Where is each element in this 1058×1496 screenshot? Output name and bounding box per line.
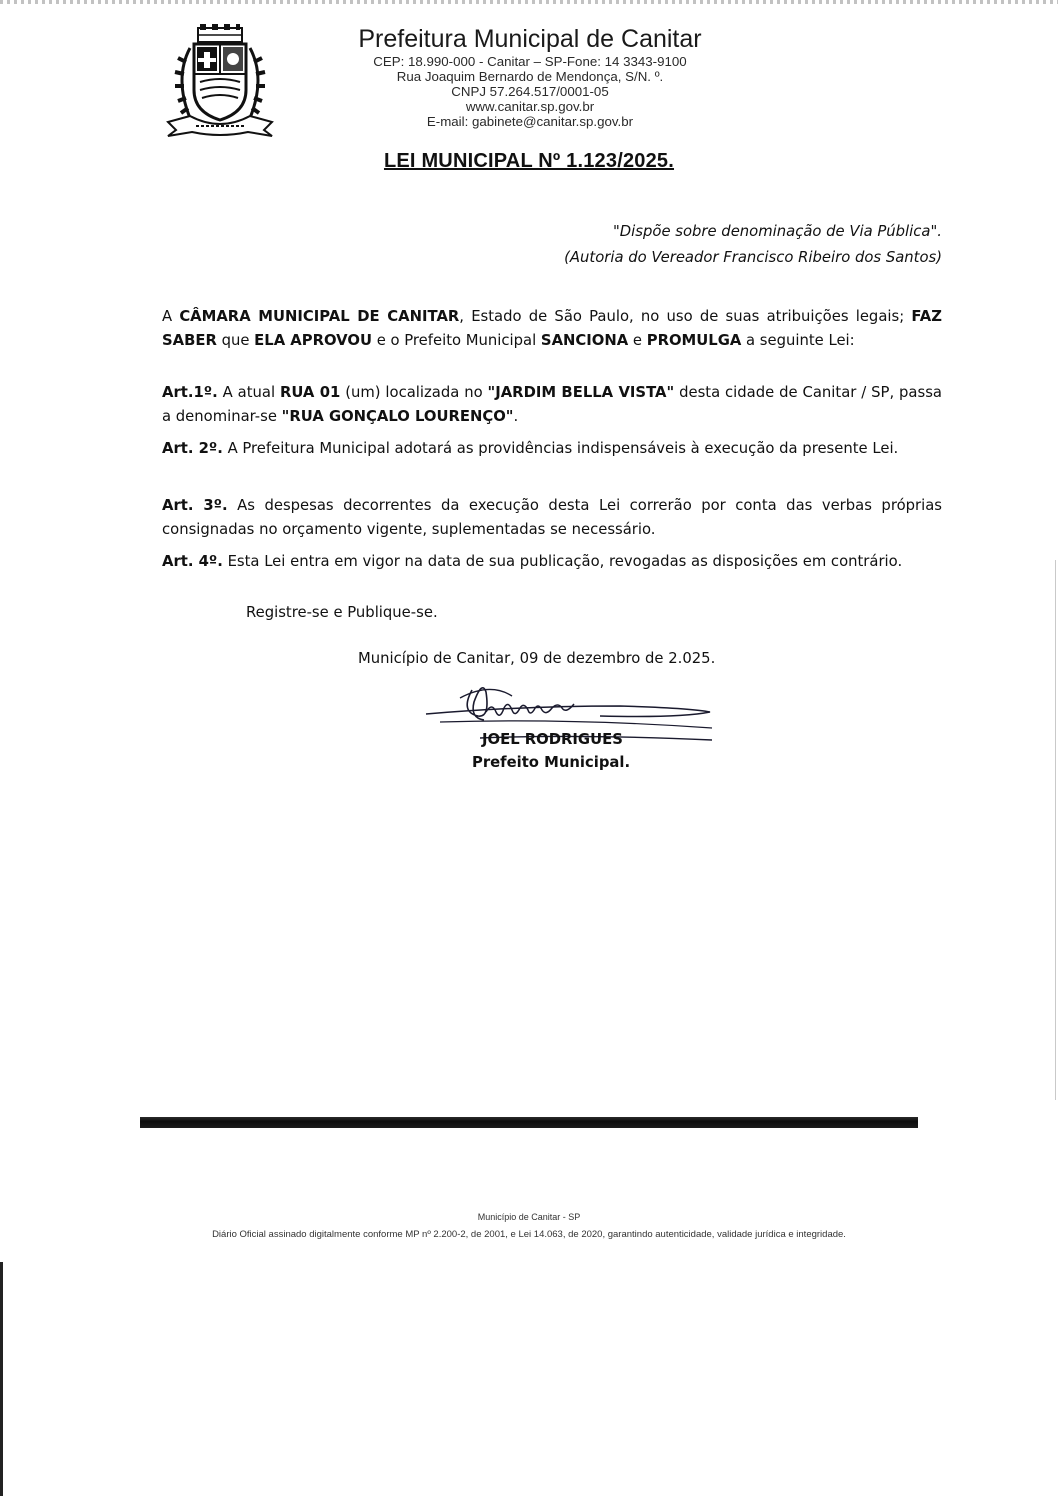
article-1: [162, 381, 942, 429]
footer-municipality: Município de Canitar - SP: [477, 1212, 581, 1222]
letterhead-title: Prefeitura Municipal de Canitar: [358, 25, 702, 53]
article-text: As despesas decorrentes da execução desta Lei correrão por conta das verbas próprias consignadas no orçamento vigente, suplementadas se necessário.: [162, 497, 942, 538]
preamble-text: que: [216, 332, 255, 349]
preamble-emphasis: ELA APROVOU: [254, 332, 372, 349]
preamble-text: e o Prefeito Municipal: [371, 332, 541, 349]
letterhead-cnpj: CNPJ 57.264.517/0001-05: [451, 84, 609, 99]
law-title: LEI MUNICIPAL Nº 1.123/2025.: [383, 150, 675, 172]
letterhead-website: www.canitar.sp.gov.br: [465, 99, 595, 114]
footer-divider: [140, 1117, 918, 1128]
article-emphasis: RUA 01: [279, 384, 341, 401]
law-summary-subject: "Dispõe sobre denominação de Via Pública".: [612, 223, 942, 240]
article-label: Art. 4º.: [162, 553, 223, 570]
signatory-role: Prefeito Municipal.: [472, 754, 631, 771]
signatory-name: JOEL RODRIGUES: [482, 731, 623, 748]
article-2: [162, 437, 942, 461]
letterhead-cep-phone: CEP: 18.990-000 - Canitar – SP-Fone: 14 3343-9100: [373, 54, 687, 69]
scan-edge-left: [0, 1262, 3, 1496]
letterhead-address: Rua Joaquim Bernardo de Mendonça, S/N. º.: [396, 69, 664, 84]
article-text: desta cidade de Canitar / SP, passa a denominar-se: [162, 384, 942, 425]
preamble-text: A: [162, 308, 180, 325]
article-emphasis: "RUA GONÇALO LOURENÇO": [281, 408, 514, 425]
preamble-text: , Estado de São Paulo, no uso de suas atribuições legais;: [459, 308, 912, 325]
law-summary-author: (Autoria do Vereador Francisco Ribeiro dos Santos): [564, 249, 942, 266]
article-label: Art. 3º.: [162, 497, 228, 514]
preamble-emphasis: PROMULGA: [646, 332, 742, 349]
article-text: Esta Lei entra em vigor na data de sua publicação, revogadas as disposições em contrário.: [222, 553, 903, 570]
article-emphasis: "JARDIM BELLA VISTA": [487, 384, 675, 401]
scan-edge-top: [0, 0, 1058, 4]
article-4: [162, 550, 942, 574]
law-summary: [342, 219, 942, 271]
preamble-text: a seguinte Lei:: [741, 332, 855, 349]
article-text: .: [513, 408, 519, 425]
coat-of-arms-icon: [160, 22, 280, 138]
letterhead-email: E-mail: gabinete@canitar.sp.gov.br: [426, 114, 634, 129]
preamble-emphasis: SANCIONA: [540, 332, 629, 349]
preamble-emphasis: FAZ SABER: [162, 308, 942, 349]
article-text: A atual: [217, 384, 280, 401]
letterhead: [300, 24, 760, 129]
register-publish-line: Registre-se e Publique-se.: [246, 604, 438, 621]
article-label: Art. 2º.: [162, 440, 223, 457]
place-and-date: Município de Canitar, 09 de dezembro de 2.025.: [358, 650, 716, 667]
preamble-paragraph: [162, 305, 942, 353]
article-text: (um) localizada no: [340, 384, 488, 401]
footer-digital-signature-note: Diário Oficial assinado digitalmente conforme MP nº 2.200-2, de 2001, e Lei 14.063, de 2020, garantindo autenticidade, validade jurídica e integridade.: [212, 1229, 846, 1240]
article-label: Art.1º.: [162, 384, 218, 401]
scan-edge-right: [1055, 560, 1056, 1100]
article-text: A Prefeitura Municipal adotará as providências indispensáveis à execução da presente Lei.: [222, 440, 899, 457]
article-3: [162, 494, 942, 542]
preamble-text: e: [628, 332, 647, 349]
preamble-emphasis: CÂMARA MUNICIPAL DE CANITAR: [179, 308, 460, 325]
